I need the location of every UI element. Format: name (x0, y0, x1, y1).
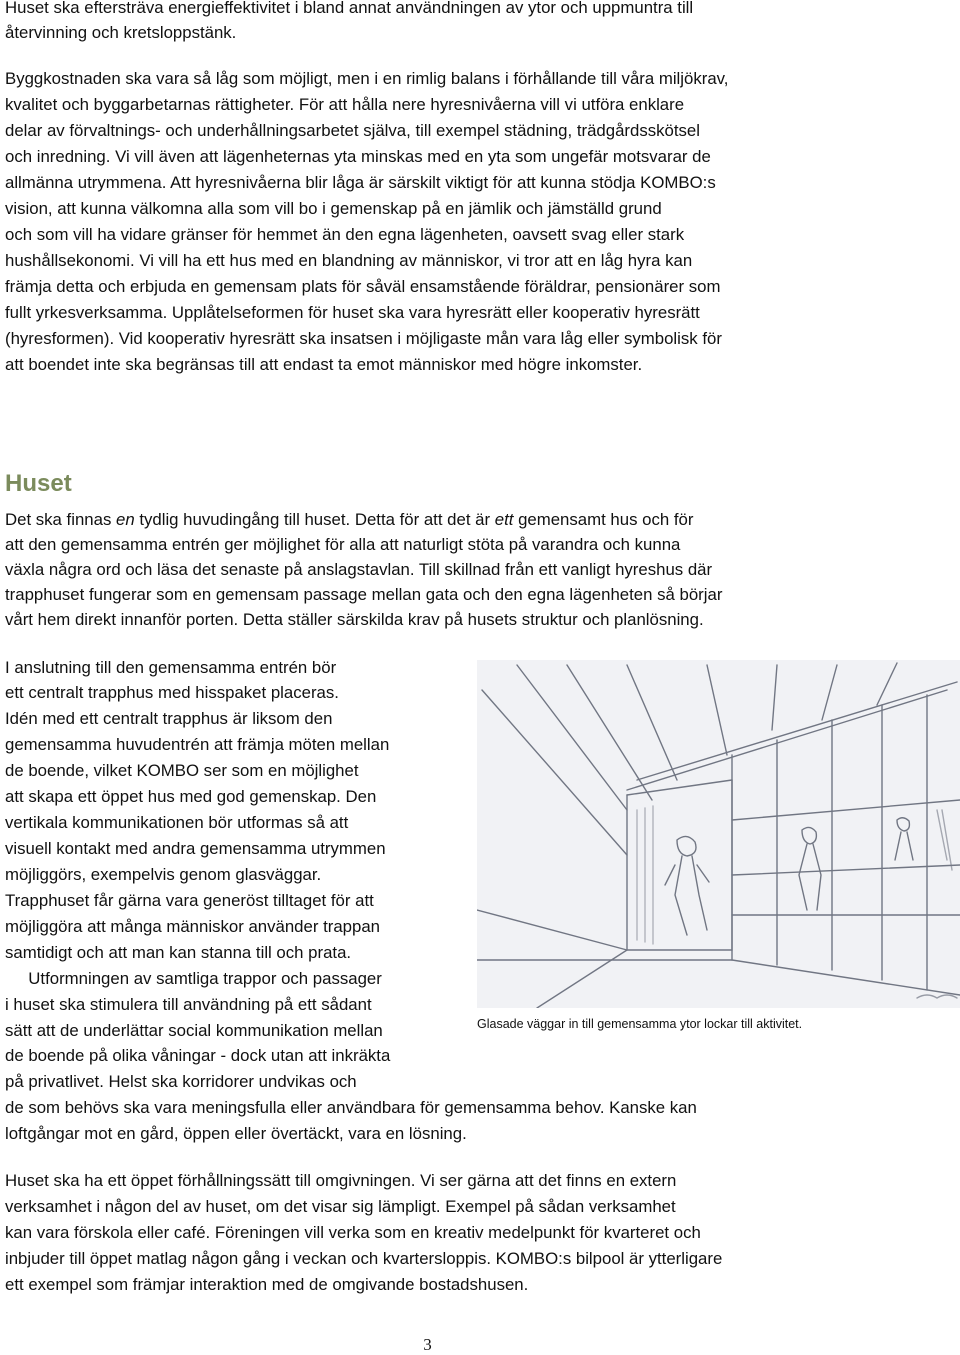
text-line: ett exempel som främjar interaktion med de omgivande bostadshusen. (5, 1275, 529, 1294)
text-line: återvinning och kretsloppstänk. (5, 23, 237, 42)
text-line: samtidigt och att man kan stanna till och prata. (5, 943, 352, 962)
text-line: inbjuder till öppet matlag någon gång i veckan och kvartersloppis. KOMBO:s bilpool är ytterligare (5, 1249, 723, 1268)
text-line: vårt hem direkt innanför porten. Detta ställer särskilda krav på husets struktur och planlösning. (5, 610, 704, 629)
text-line: ett centralt trapphus med hisspaket placeras. (5, 683, 339, 702)
text-line: vertikala kommunikationen bör utformas så att (5, 813, 349, 832)
text-line: vision, att kunna välkomna alla som vill bo i gemenskap på en jämlik och jämställd grund (5, 199, 662, 218)
text-line: på privatlivet. Helst ska korridorer undvikas och (5, 1072, 357, 1091)
text-line: kan vara förskola eller café. Föreningen vill verka som en kreativ medelpunkt för kvarteret och (5, 1223, 701, 1242)
page-number: 3 (423, 1335, 432, 1354)
intro-text: gemensamt hus och för (513, 510, 694, 529)
sketch-illustration (477, 660, 960, 1008)
text-line: allmänna utrymmena. Att hyresnivåerna blir låga är särskilt viktigt för att kunna stödja KOMBO:s (5, 173, 716, 192)
intro-text: tydlig huvudingång till huset. Detta för att det är (134, 510, 495, 529)
glass-wall-sketch (477, 660, 960, 1008)
text-line: möjliggörs, exempelvis genom glasväggar. (5, 865, 322, 884)
text-line: de boende på olika våningar - dock utan att inkräkta (5, 1046, 391, 1065)
text-line: I anslutning till den gemensamma entrén bör (5, 658, 337, 677)
text-line: fullt yrkesverksamma. Upplåtelseformen för huset ska vara hyresrätt eller kooperativ hyresrätt (5, 303, 700, 322)
text-line: loftgångar mot en gård, öppen eller övertäckt, vara en lösning. (5, 1124, 467, 1143)
text-line: möjliggöra att många människor använder trappan (5, 917, 380, 936)
text-line: och som vill ha vidare gränser för hemmet än den egna lägenheten, oavsett svag eller stark (5, 225, 685, 244)
text-line: och inredning. Vi vill även att lägenheternas yta minskas med en yta som ungefär motsvarar de (5, 147, 711, 166)
intro-emphasis: en (116, 510, 135, 529)
text-line: att den gemensamma entrén ger möjlighet för alla att naturligt stöta på varandra och kunna (5, 535, 681, 554)
text-line: gemensamma huvudentrén att främja möten mellan (5, 735, 390, 754)
text-line: Idén med ett centralt trapphus är liksom den (5, 709, 333, 728)
text-line: sätt att de underlättar social kommunikation mellan (5, 1021, 383, 1040)
intro-text: Det ska finnas (5, 510, 116, 529)
text-line: delar av förvaltnings- och underhållningsarbetet själva, till exempel städning, trädgårdsskötsel (5, 121, 700, 140)
text-line: främja detta och erbjuda en gemensam plats för såväl ensamstående föräldrar, pensionärer som (5, 277, 721, 296)
text-line: Byggkostnaden ska vara så låg som möjligt, men i en rimlig balans i förhållande till våra miljökrav, (5, 69, 729, 88)
figure-caption: Glasade väggar in till gemensamma ytor lockar till aktivitet. (477, 1017, 803, 1031)
text-line: visuell kontakt med andra gemensamma utrymmen (5, 839, 386, 858)
text-line: hushållsekonomi. Vi vill ha ett hus med en blandning av människor, vi tror att en låg hyra kan (5, 251, 693, 270)
text-line: att boendet inte ska begränsas till att endast ta emot människor med högre inkomster. (5, 355, 643, 374)
text-line: Huset ska eftersträva energieffektivitet i bland annat användningen av ytor och uppmuntra till (5, 0, 694, 17)
text-line: växla några ord och läsa det senaste på anslagstavlan. Till skillnad från ett vanligt hyreshus där (5, 560, 713, 579)
text-line: Huset ska ha ett öppet förhållningssätt till omgivningen. Vi ser gärna att det finns en extern (5, 1171, 677, 1190)
intro-emphasis: ett (494, 510, 514, 529)
text-line: verksamhet i någon del av huset, om det visar sig lämpligt. Exempel på sådan verksamhet (5, 1197, 676, 1216)
text-line: att skapa ett öppet hus med god gemenskap. Den (5, 787, 377, 806)
text-line: Utformningen av samtliga trappor och passager (5, 969, 382, 988)
text-line: trapphuset fungerar som en gemensam passage mellan gata och den egna lägenheten så börjar (5, 585, 723, 604)
text-line: (hyresformen). Vid kooperativ hyresrätt ska insatsen i möjligaste mån vara låg eller symbolisk för (5, 329, 722, 348)
text-line: Trapphuset får gärna vara generöst tilltaget för att (5, 891, 374, 910)
text-line: de boende, vilket KOMBO ser som en möjlighet (5, 761, 359, 780)
section-heading: Huset (5, 470, 72, 497)
intro-line (5, 512, 693, 529)
text-line: i huset ska stimulera till användning på ett sådant (5, 995, 372, 1014)
text-line: de som behövs ska vara meningsfulla eller användbara för gemensamma behov. Kanske kan (5, 1098, 697, 1117)
text-line: kvalitet och byggarbetarnas rättigheter. För att hålla nere hyresnivåerna vill vi utföra enklare (5, 95, 685, 114)
